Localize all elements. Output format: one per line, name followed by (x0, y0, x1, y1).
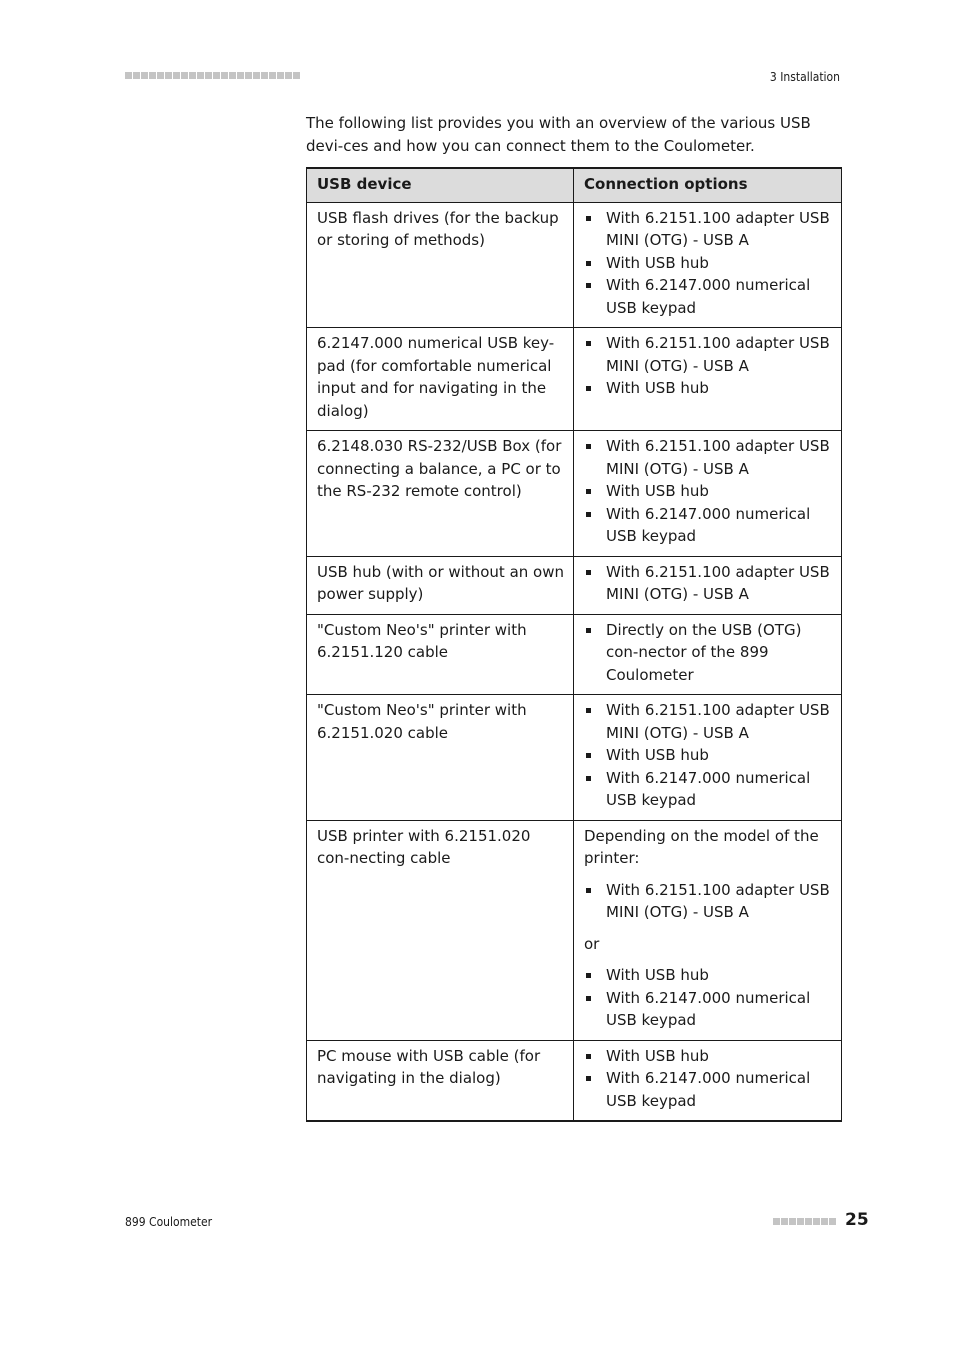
footer-decorative-squares (773, 1218, 836, 1225)
device-cell: "Custom Neo's" printer with 6.2151.020 cable (307, 695, 574, 821)
device-cell: 6.2147.000 numerical USB key-pad (for comfortable numerical input and for navigating in the dialog) (307, 328, 574, 431)
options-cell (574, 328, 842, 431)
options-or-text: or (584, 934, 600, 953)
options-cell (574, 556, 842, 614)
options-note: Depending on the model of the printer: (584, 826, 819, 867)
table-row (307, 695, 842, 821)
options-list (584, 1045, 832, 1113)
device-cell: USB printer with 6.2151.020 con-necting cable (307, 820, 574, 1040)
list-item: With 6.2151.100 adapter USB MINI (OTG) - USB A (584, 207, 832, 252)
header-decorative-squares (125, 72, 300, 79)
list-item: With USB hub (584, 1045, 832, 1068)
table-row (307, 556, 842, 614)
table-row (307, 328, 842, 431)
options-list (584, 561, 832, 606)
list-item: With 6.2151.100 adapter USB MINI (OTG) - USB A (584, 879, 832, 924)
column-header-connection-options: Connection options (574, 168, 842, 202)
device-cell: "Custom Neo's" printer with 6.2151.120 cable (307, 614, 574, 695)
list-item: With USB hub (584, 252, 832, 275)
options-list (584, 619, 832, 687)
options-cell (574, 614, 842, 695)
list-item: With 6.2147.000 numerical USB keypad (584, 503, 832, 548)
options-list (584, 207, 832, 320)
usb-devices-table (306, 167, 842, 1122)
list-item: With 6.2151.100 adapter USB MINI (OTG) - USB A (584, 332, 832, 377)
list-item: With 6.2147.000 numerical USB keypad (584, 274, 832, 319)
list-item: With 6.2151.100 adapter USB MINI (OTG) - USB A (584, 561, 832, 606)
table-header-row (307, 168, 842, 202)
list-item: With USB hub (584, 480, 832, 503)
table-row (307, 1040, 842, 1121)
options-cell (574, 820, 842, 1040)
list-item: With USB hub (584, 964, 832, 987)
options-list (584, 699, 832, 812)
device-cell: USB flash drives (for the backup or storing of methods) (307, 202, 574, 328)
table-row (307, 202, 842, 328)
list-item: With 6.2147.000 numerical USB keypad (584, 1067, 832, 1112)
table-row (307, 431, 842, 557)
list-item: With 6.2151.100 adapter USB MINI (OTG) - USB A (584, 699, 832, 744)
options-cell (574, 695, 842, 821)
intro-paragraph: The following list provides you with an overview of the various USB devi-ces and how you can connect them to the Coulometer. (306, 114, 811, 155)
page-number: 25 (845, 1210, 869, 1230)
list-item: With USB hub (584, 377, 832, 400)
options-list (584, 435, 832, 548)
list-item: With 6.2151.100 adapter USB MINI (OTG) - USB A (584, 435, 832, 480)
list-item: With 6.2147.000 numerical USB keypad (584, 987, 832, 1032)
options-cell (574, 202, 842, 328)
device-cell: 6.2148.030 RS-232/USB Box (for connecting a balance, a PC or to the RS-232 remote control) (307, 431, 574, 557)
list-item: With 6.2147.000 numerical USB keypad (584, 767, 832, 812)
device-cell: PC mouse with USB cable (for navigating in the dialog) (307, 1040, 574, 1121)
options-cell (574, 431, 842, 557)
column-header-usb-device: USB device (307, 168, 574, 202)
table-row (307, 614, 842, 695)
options-list (584, 332, 832, 400)
chapter-title: 3 Installation (769, 70, 840, 84)
footer-product-name: 899 Coulometer (125, 1215, 213, 1229)
list-item: With USB hub (584, 744, 832, 767)
table-row (307, 820, 842, 1040)
options-cell (574, 1040, 842, 1121)
options-list (584, 964, 832, 1032)
list-item: Directly on the USB (OTG) con-nector of the 899 Coulometer (584, 619, 832, 687)
options-list (584, 879, 832, 924)
device-cell: USB hub (with or without an own power supply) (307, 556, 574, 614)
